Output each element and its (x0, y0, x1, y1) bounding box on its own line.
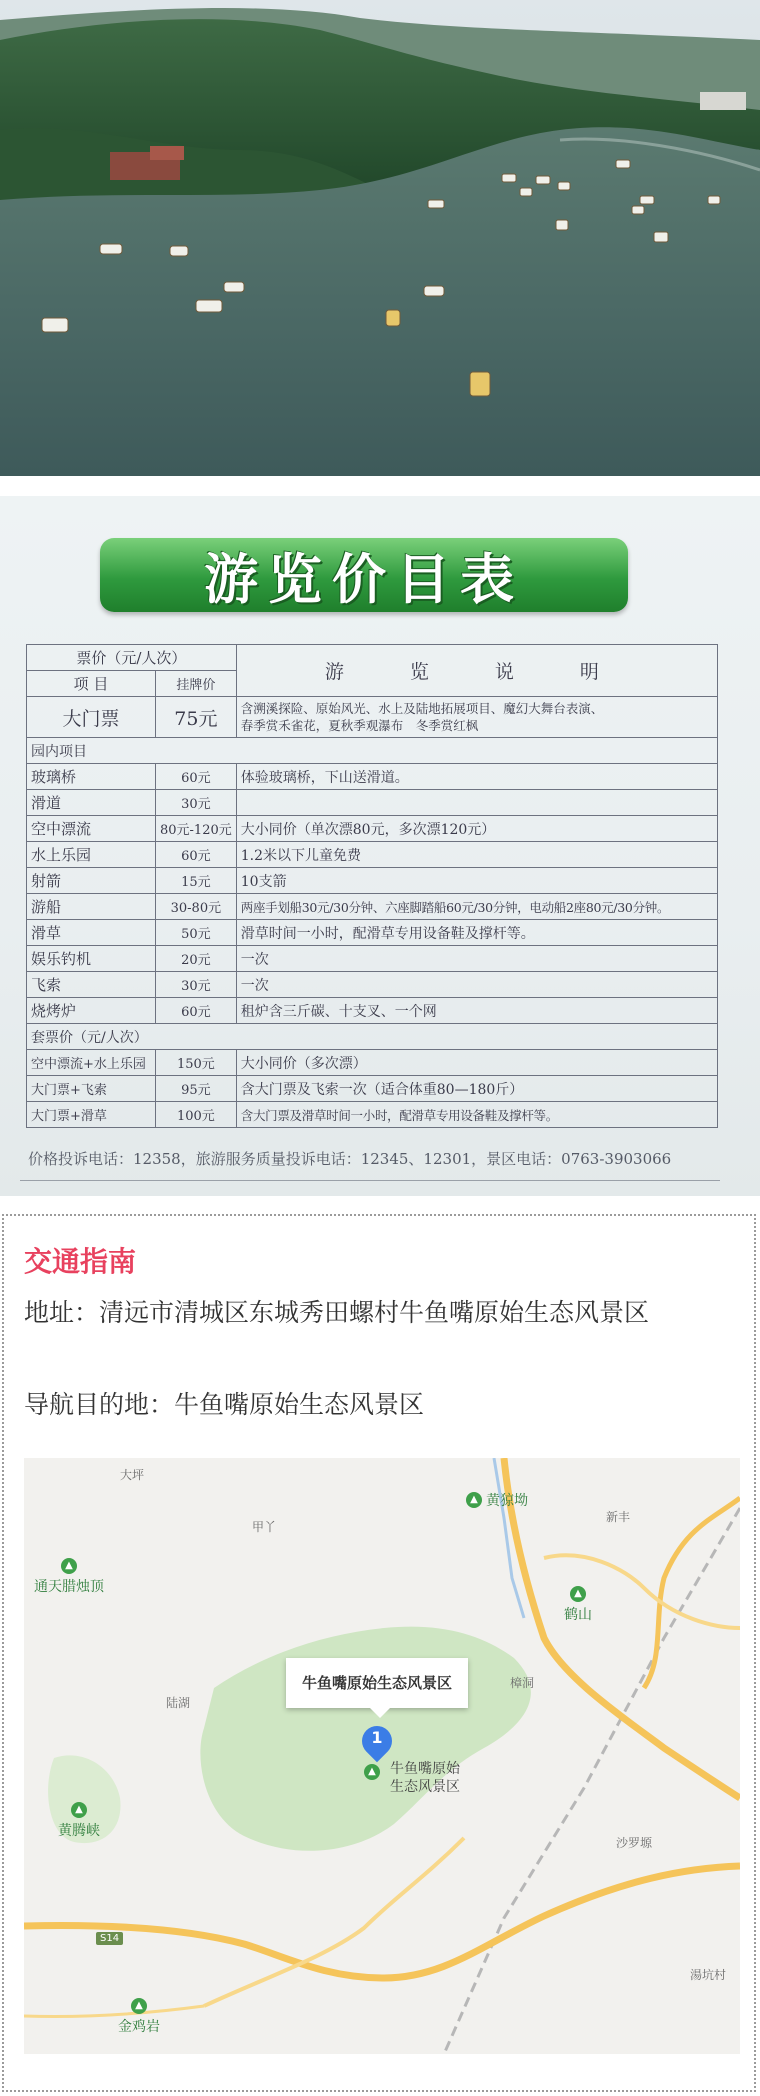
map-label-jiaya: 甲丫 (252, 1520, 277, 1534)
table-row (27, 1102, 718, 1128)
combo-name: 大门票+滑草 (27, 1102, 156, 1128)
transport-heading: 交通指南 (24, 1245, 137, 1278)
item-price: 50元 (156, 920, 237, 946)
map-poi-huangtengxia[interactable] (58, 1802, 100, 1840)
item-price: 60元 (156, 842, 237, 868)
location-map[interactable] (24, 1458, 740, 2054)
table-row (27, 816, 718, 842)
park-section-label: 园内项目 (27, 738, 718, 764)
item-price: 15元 (156, 868, 237, 894)
price-board-title: 游览价目表 (204, 546, 524, 611)
item-price: 60元 (156, 998, 237, 1024)
map-poi-jinjiyan[interactable] (118, 1998, 160, 2036)
navigation-text: 导航目的地：牛鱼嘴原始生态风景区 (24, 1390, 425, 1419)
combo-desc: 含大门票及飞索一次（适合体重80—180斤） (236, 1076, 717, 1102)
combo-price: 95元 (156, 1076, 237, 1102)
item-desc: 大小同价（单次漂80元，多次漂120元） (236, 816, 717, 842)
item-price: 30-80元 (156, 894, 237, 920)
table-row (27, 920, 718, 946)
lake-photo (0, 0, 760, 476)
table-row (27, 842, 718, 868)
item-name: 游船 (27, 894, 156, 920)
combo-price: 100元 (156, 1102, 237, 1128)
map-label-dapin: 大坪 (120, 1468, 145, 1482)
destination-label (390, 1760, 460, 1796)
table-row (27, 764, 718, 790)
scenic-spot-icon: ▲ (466, 1492, 482, 1508)
item-desc (236, 790, 717, 816)
map-poi-heshan[interactable] (564, 1586, 592, 1624)
map-poi-label: 黄腾峡 (58, 1823, 100, 1839)
item-desc: 一次 (236, 946, 717, 972)
gate-ticket-item: 大门票 (27, 697, 156, 738)
price-board-photo (0, 496, 760, 1196)
map-label-luhu: 陆湖 (166, 1696, 191, 1710)
item-price: 20元 (156, 946, 237, 972)
map-label-xinfeng: 新丰 (606, 1510, 631, 1524)
listed-price-header: 挂牌价 (156, 671, 237, 697)
destination-label-line1: 牛鱼嘴原始 (390, 1761, 460, 1777)
scenic-spot-icon: ▲ (61, 1558, 77, 1574)
map-poi-tongtian[interactable] (34, 1558, 104, 1596)
map-poi-label: 黄猄坳 (486, 1493, 528, 1509)
map-label-zhangdong: 樟洞 (510, 1676, 535, 1690)
item-desc: 租炉含三斤碳、十支叉、一个网 (236, 998, 717, 1024)
table-row (27, 1076, 718, 1102)
destination-callout[interactable]: 牛鱼嘴原始生态风景区 (286, 1658, 468, 1708)
item-name: 娱乐钓机 (27, 946, 156, 972)
item-name: 滑草 (27, 920, 156, 946)
item-name: 射箭 (27, 868, 156, 894)
park-section-row (27, 738, 718, 764)
item-name: 滑道 (27, 790, 156, 816)
map-poi-huangchazhang[interactable] (466, 1490, 528, 1510)
price-table (26, 644, 718, 1128)
table-row (27, 998, 718, 1024)
map-pin-number: 1 (371, 1728, 383, 1747)
destination-marker (364, 1764, 380, 1780)
combo-name: 大门票+飞索 (27, 1076, 156, 1102)
item-desc: 10支箭 (236, 868, 717, 894)
gate-ticket-desc (236, 697, 717, 738)
scenic-spot-icon: ▲ (364, 1764, 380, 1780)
item-name: 玻璃桥 (27, 764, 156, 790)
divider (20, 1180, 720, 1181)
gate-desc-line1: 含溯溪探险、原始风光、水上及陆地拓展项目、魔幻大舞台表演、 (240, 701, 604, 716)
combo-name: 空中漂流+水上乐园 (27, 1050, 156, 1076)
item-price: 30元 (156, 790, 237, 816)
item-name: 烧烤炉 (27, 998, 156, 1024)
table-row (27, 894, 718, 920)
item-name: 水上乐园 (27, 842, 156, 868)
item-desc: 体验玻璃桥，下山送滑道。 (236, 764, 717, 790)
map-poi-label: 金鸡岩 (118, 2019, 160, 2035)
scenic-spot-icon: ▲ (570, 1586, 586, 1602)
table-row (27, 946, 718, 972)
complaint-hotline: 价格投诉电话：12358，旅游服务质量投诉电话：12345、12301，景区电话：0763-3903066 (28, 1150, 672, 1168)
table-row (27, 697, 718, 738)
item-price: 80元-120元 (156, 816, 237, 842)
description-header: 游 览 说 明 (236, 645, 717, 697)
combo-section-row (27, 1024, 718, 1050)
lake-scene-image (0, 0, 760, 476)
combo-price: 150元 (156, 1050, 237, 1076)
transport-guide (2, 1214, 756, 2092)
table-row (27, 972, 718, 998)
gate-desc-line2: 春季赏禾雀花，夏秋季观瀑布 冬季赏红枫 (240, 718, 479, 733)
item-desc: 1.2米以下儿童免费 (236, 842, 717, 868)
item-desc: 一次 (236, 972, 717, 998)
ticket-price-header: 票价（元/人次） (27, 645, 237, 671)
table-row (27, 868, 718, 894)
item-header: 项 目 (27, 671, 156, 697)
road-tag-s14: S14 (96, 1932, 123, 1945)
table-row (27, 1050, 718, 1076)
table-row (27, 790, 718, 816)
price-board-banner (100, 538, 628, 612)
item-price: 30元 (156, 972, 237, 998)
item-desc: 两座手划船30元/30分钟、六座脚踏船60元/30分钟，电动船2座80元/30分钟。 (236, 894, 717, 920)
map-poi-label: 通天腊烛顶 (34, 1579, 104, 1595)
scenic-spot-icon: ▲ (71, 1802, 87, 1818)
address-text: 地址：清远市清城区东城秀田螺村牛鱼嘴原始生态风景区 (24, 1298, 650, 1327)
item-name: 空中漂流 (27, 816, 156, 842)
map-label-shaluoyuan: 沙罗塬 (616, 1836, 653, 1850)
combo-desc: 大小同价（多次漂） (236, 1050, 717, 1076)
item-price: 60元 (156, 764, 237, 790)
combo-section-label: 套票价（元/人次） (27, 1024, 718, 1050)
gate-ticket-price: 75元 (156, 697, 237, 738)
destination-label-line2: 生态风景区 (390, 1779, 460, 1795)
scenic-spot-icon: ▲ (131, 1998, 147, 2014)
item-desc: 滑草时间一小时，配滑草专用设备鞋及撑杆等。 (236, 920, 717, 946)
item-name: 飞索 (27, 972, 156, 998)
map-label-tangkengcun: 湯坑村 (690, 1968, 727, 1982)
table-header-row (27, 645, 718, 671)
map-poi-label: 鹤山 (564, 1607, 592, 1623)
combo-desc: 含大门票及滑草时间一小时，配滑草专用设备鞋及撑杆等。 (236, 1102, 717, 1128)
